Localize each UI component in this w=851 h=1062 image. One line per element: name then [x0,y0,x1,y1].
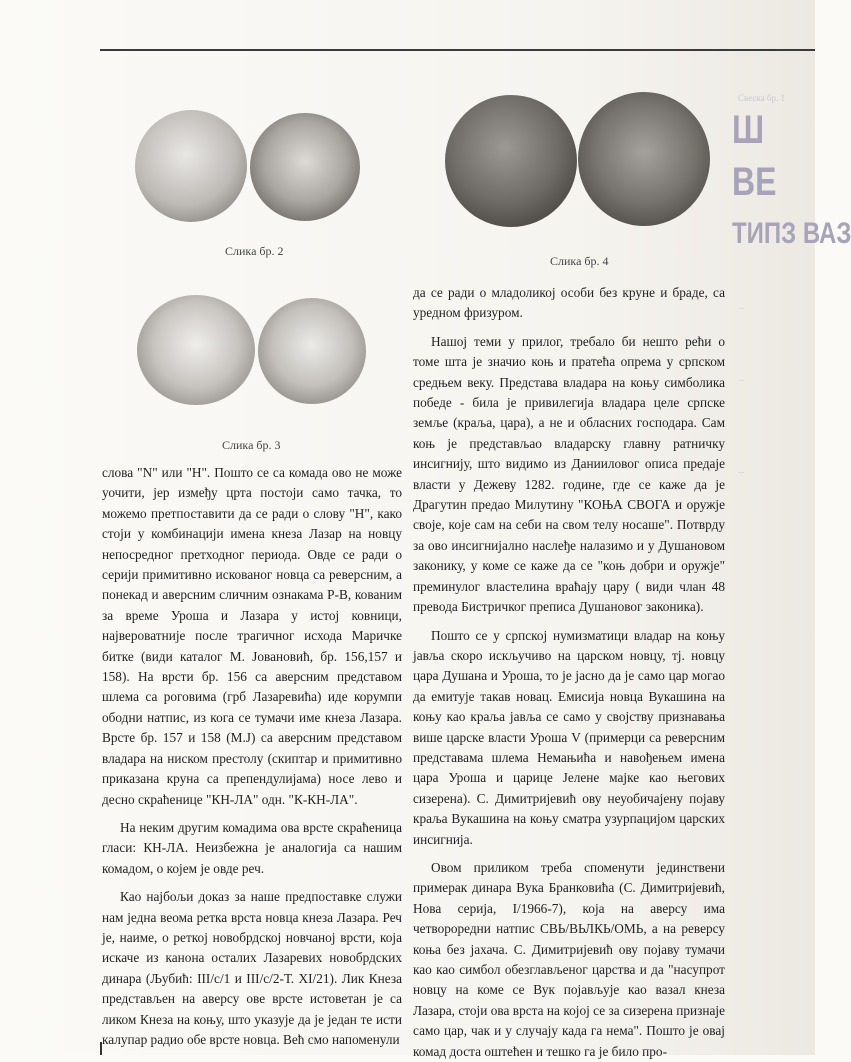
header-rule [100,49,815,51]
coin-image-fig4-reverse [578,92,710,226]
figure-caption-2: Слика бр. 2 [225,244,284,258]
coin-image-fig3-reverse [258,298,366,404]
figure-caption-3: Слика бр. 3 [222,438,281,452]
left-text-column [102,463,402,1050]
figure-caption-4: Слика бр. 4 [550,254,609,268]
paragraph: Нашој теми у прилог, требало би нешто рећи о томе шта је значио коњ и пратећа опрема у српском средњем веку. Представа владара на коњу симболика победе - била је привилегија владара целе српске земље (краља, цара), а не и обласних господара. Сам коњ је представљао владарску главну ратничку инсигнију, што видимо из Данииловог описа предаје власти у Дежеву 1282. године, где се каже да је Драгутин предао Милутину "КОЊА СВОГА и оружје своје, које сам на себи на свом телу носаше". Потврду за ово инсигнијално наслеђе налазимо и у Душановом законику, у коме се каже да се "коњ добри и оружје" преминулог властелина враћају цару ( види члан 48 превода Бистричког преписа Душановог законика). [413,333,725,615]
coin-image-fig2-reverse [250,113,360,221]
coin-image-fig2-obverse [135,110,247,222]
paragraph: да се ради о младоликој особи без круне и браде, са уредном фризуром. [413,285,725,321]
facing-page-heading: ВЕ [732,160,777,204]
facing-page-bleed [732,92,851,612]
coin-image-fig4-obverse [445,95,577,227]
paragraph: Пошто се у српској нумизматици владар на коњу јавља скоро искључиво на царском новцу, тј. новцу цара Душана и Уроша, то је јасно да је само цар могао да емитује такав новац. Емисија новца Вукашина на коњу као краља јавља се само у својству признавања више царске власти Уроша V (примерци са реверсним представама шлема Немањића и навођењем имена цара Уроша и царице Јелене мајке као његових сизерена). С. Димитријевић ову неуобичајену појаву краља Вукашина на коњу сматра узурпацијом царских инсигнија. [413,627,725,847]
paragraph: Као најбољи доказ за наше предпоставке служи нам једна веома ретка врста новца кнеза Лазара. Реч је, наиме, о реткој новобрдској новчаној врсти, која искаче из канона осталих Лазаревих новобрдских динара (Љубић: III/с/1 и III/с/2-Т. XI/21). Лик Кнеза представљен на аверсу ове врсте истоветан је са ликом Кнеза на коњу, што указује да је један те исти калупар радио обе врсте новца. Већ смо напоменули [102,889,402,1047]
facing-page-note: Свеска бр. 1 [738,93,785,103]
right-text-column [413,283,725,1062]
coin-image-fig3-obverse [137,295,255,405]
facing-page-note: ... [738,301,745,311]
paragraph: Овом приликом треба споменути јединствени примерак динара Вука Бранковића (С. Димитријевић, Нова серија, I/1966-7), која на аверсу има четвороредни натпис СВЬ/ВЬЛКЬ/ОМЬ, а на реверсу коња без јахача. С. Димитријевић ову појаву тумачи као као симбол обезглављеног царства и да "насупрот новцу на коме се Вук појављује као вазал кнеза Лазара, стоји ова врста на којој се за сизерена признаје само цар, чак и у случају када га нема". Пошто је овај комад доста оштећен и тешко га је било про- [413,859,725,1059]
facing-page-note: ... [738,465,745,475]
facing-page-note: ... [738,373,745,383]
facing-page-heading: Ш [732,108,765,152]
facing-page-heading: ТИПЗ ВАЗ [732,217,851,250]
page-bottom-mark [100,1042,102,1055]
paragraph: На неким другим комадима ова врсте скраћеница гласи: КН-ЛА. Неизбежна је аналогија са нашим комадом, о којем је овде реч. [102,819,402,876]
paragraph: слова "N" или "Н". Пошто се са комада ово не може уочити, јер између црта постоји само тачка, то можемо претпоставити да се ради о слову "Н", како стоји у комбинацији имена кнеза Лазар на новцу непосредног претходног периода. Овде се ради о серији примитивно искованог новца са реверсним, а понекад и аверсним сличним ознакама Р-В, кованим за време Уроша и Лазара у истој ковници, највероватније после трагичног исхода Маричке битке (види каталог М. Јовановић, бр. 156,157 и 158). На врсти бр. 156 са аверсним представом шлема са роговима (грб Лазаревића) иде корумпи ободни натпис, из кога се тумачи име кнеза Лазара. Врсте бр. 157 и 158 (М.Ј) са аверсним представом владара на ниском престолу (скиптар и примитивно приказана круна са препендулијама) носе лево и десно скраћенице "КН-ЛА" одн. "К-КН-ЛА". [102,465,402,807]
